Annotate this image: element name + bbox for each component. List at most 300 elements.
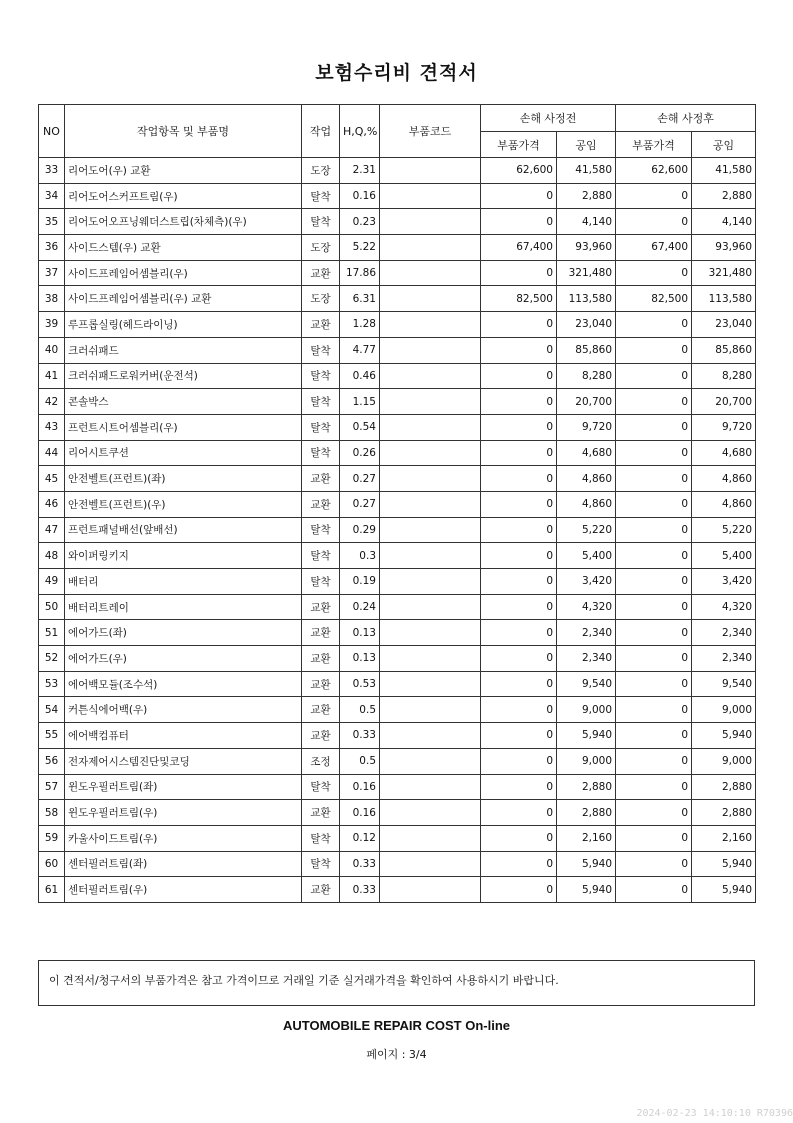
row-after-labor: 5,940 [692,877,756,903]
row-after-labor: 5,940 [692,851,756,877]
table-row [39,774,756,800]
row-part-code [380,594,481,620]
row-part-code [380,543,481,569]
print-timestamp: 2024-02-23 14:10:10 R70396 [636,1108,793,1119]
row-item-name: 에어가드(좌) [65,620,302,646]
row-item-name: 크러쉬패드로워커버(운전석) [65,363,302,389]
row-part-code [380,286,481,312]
row-no: 36 [39,235,65,261]
row-part-code [380,209,481,235]
row-no: 42 [39,389,65,415]
row-after-labor: 9,720 [692,414,756,440]
row-after-part-price: 0 [616,800,692,826]
row-before-labor: 9,720 [557,414,616,440]
table-row [39,620,756,646]
table-row [39,363,756,389]
row-no: 35 [39,209,65,235]
table-row [39,466,756,492]
row-hq-value: 0.46 [340,363,380,389]
row-before-part-price: 0 [481,620,557,646]
row-part-code [380,466,481,492]
row-after-part-price: 0 [616,723,692,749]
row-after-labor: 4,140 [692,209,756,235]
table-header [39,105,756,158]
row-before-labor: 2,340 [557,646,616,672]
row-before-part-price: 0 [481,697,557,723]
row-after-labor: 9,000 [692,697,756,723]
table-row [39,594,756,620]
table-row [39,723,756,749]
row-after-part-price: 0 [616,646,692,672]
table-row [39,800,756,826]
row-before-part-price: 0 [481,440,557,466]
row-part-code [380,517,481,543]
table-row [39,286,756,312]
row-work-type: 교환 [302,312,340,338]
table-row [39,312,756,338]
col-no-header: NO [39,105,65,158]
col-hq-header: H,Q,% [340,105,380,158]
row-no: 44 [39,440,65,466]
row-item-name: 배터리 [65,569,302,595]
row-work-type: 탈착 [302,209,340,235]
row-item-name: 카울사이드트림(우) [65,825,302,851]
row-before-part-price: 0 [481,491,557,517]
row-before-part-price: 0 [481,209,557,235]
row-item-name: 센터필러트림(좌) [65,851,302,877]
row-work-type: 교환 [302,594,340,620]
row-hq-value: 1.15 [340,389,380,415]
table-row [39,877,756,903]
row-hq-value: 0.53 [340,671,380,697]
row-item-name: 프런트패널배선(앞배선) [65,517,302,543]
row-hq-value: 6.31 [340,286,380,312]
row-after-labor: 85,860 [692,337,756,363]
row-after-part-price: 67,400 [616,235,692,261]
row-item-name: 센터필러트림(우) [65,877,302,903]
row-item-name: 에어백모듈(조수석) [65,671,302,697]
row-after-part-price: 0 [616,748,692,774]
row-before-labor: 9,540 [557,671,616,697]
row-after-labor: 321,480 [692,260,756,286]
row-hq-value: 0.23 [340,209,380,235]
row-part-code [380,646,481,672]
row-part-code [380,363,481,389]
row-before-labor: 8,280 [557,363,616,389]
row-after-part-price: 0 [616,851,692,877]
row-after-labor: 41,580 [692,158,756,184]
row-part-code [380,260,481,286]
row-work-type: 탈착 [302,363,340,389]
row-hq-value: 1.28 [340,312,380,338]
row-before-labor: 3,420 [557,569,616,595]
row-before-part-price: 0 [481,671,557,697]
row-no: 45 [39,466,65,492]
row-no: 33 [39,158,65,184]
row-item-name: 윈도우필러트림(우) [65,800,302,826]
row-before-part-price: 0 [481,183,557,209]
row-after-part-price: 0 [616,697,692,723]
table-row [39,440,756,466]
row-hq-value: 0.13 [340,646,380,672]
table-row [39,183,756,209]
row-work-type: 교환 [302,620,340,646]
row-after-labor: 8,280 [692,363,756,389]
row-part-code [380,877,481,903]
row-after-part-price: 0 [616,337,692,363]
row-no: 59 [39,825,65,851]
row-before-labor: 23,040 [557,312,616,338]
row-no: 48 [39,543,65,569]
row-hq-value: 17.86 [340,260,380,286]
row-before-labor: 4,320 [557,594,616,620]
row-after-labor: 3,420 [692,569,756,595]
row-work-type: 탈착 [302,337,340,363]
row-work-type: 도장 [302,158,340,184]
row-part-code [380,697,481,723]
row-after-part-price: 0 [616,620,692,646]
col-after-labor-header: 공임 [692,132,756,158]
row-before-part-price: 0 [481,569,557,595]
row-part-code [380,671,481,697]
col-item-header: 작업항목 및 부품명 [65,105,302,158]
row-hq-value: 0.29 [340,517,380,543]
row-item-name: 전자제어시스템진단및코딩 [65,748,302,774]
col-before-part-price-header: 부품가격 [481,132,557,158]
row-hq-value: 0.33 [340,851,380,877]
row-after-labor: 5,400 [692,543,756,569]
row-item-name: 리어도어(우) 교환 [65,158,302,184]
row-work-type: 탈착 [302,517,340,543]
row-no: 52 [39,646,65,672]
row-work-type: 탈착 [302,440,340,466]
row-after-labor: 2,880 [692,774,756,800]
row-before-part-price: 0 [481,774,557,800]
row-no: 51 [39,620,65,646]
table-row [39,389,756,415]
row-before-labor: 2,340 [557,620,616,646]
row-hq-value: 0.12 [340,825,380,851]
row-hq-value: 0.16 [340,183,380,209]
table-row [39,569,756,595]
table-row [39,235,756,261]
row-work-type: 교환 [302,877,340,903]
row-after-part-price: 82,500 [616,286,692,312]
row-after-labor: 93,960 [692,235,756,261]
document-title: 보험수리비 견적서 [315,62,478,84]
row-after-part-price: 0 [616,466,692,492]
row-part-code [380,569,481,595]
row-item-name: 루프롭실링(헤드라이닝) [65,312,302,338]
table-row [39,491,756,517]
row-before-labor: 9,000 [557,748,616,774]
row-after-labor: 4,680 [692,440,756,466]
row-work-type: 교환 [302,697,340,723]
row-before-labor: 113,580 [557,286,616,312]
table-body [39,158,756,903]
row-no: 57 [39,774,65,800]
row-before-part-price: 0 [481,543,557,569]
row-after-part-price: 0 [616,209,692,235]
row-item-name: 커튼식에어백(우) [65,697,302,723]
row-part-code [380,312,481,338]
row-work-type: 탈착 [302,183,340,209]
row-work-type: 탈착 [302,543,340,569]
row-before-part-price: 0 [481,389,557,415]
row-before-labor: 5,940 [557,851,616,877]
row-before-labor: 93,960 [557,235,616,261]
row-no: 37 [39,260,65,286]
row-part-code [380,748,481,774]
row-no: 58 [39,800,65,826]
row-work-type: 교환 [302,723,340,749]
row-after-labor: 4,860 [692,466,756,492]
row-after-part-price: 0 [616,877,692,903]
row-before-labor: 85,860 [557,337,616,363]
row-before-part-price: 0 [481,363,557,389]
table-row [39,646,756,672]
row-after-labor: 2,160 [692,825,756,851]
row-item-name: 사이드스템(우) 교환 [65,235,302,261]
table-row [39,543,756,569]
row-after-part-price: 0 [616,594,692,620]
row-no: 40 [39,337,65,363]
row-after-part-price: 0 [616,260,692,286]
row-hq-value: 5.22 [340,235,380,261]
row-part-code [380,620,481,646]
row-before-part-price: 0 [481,260,557,286]
row-after-part-price: 0 [616,312,692,338]
table-row [39,414,756,440]
row-after-part-price: 0 [616,774,692,800]
row-no: 60 [39,851,65,877]
row-work-type: 교환 [302,800,340,826]
row-hq-value: 0.54 [340,414,380,440]
row-hq-value: 0.33 [340,723,380,749]
row-hq-value: 0.24 [340,594,380,620]
col-code-header: 부품코드 [380,105,481,158]
table-row [39,825,756,851]
row-work-type: 탈착 [302,851,340,877]
row-hq-value: 0.16 [340,774,380,800]
row-hq-value: 0.3 [340,543,380,569]
row-work-type: 탈착 [302,825,340,851]
row-item-name: 리어도어스커프트림(우) [65,183,302,209]
row-hq-value: 0.27 [340,491,380,517]
row-hq-value: 0.27 [340,466,380,492]
row-no: 43 [39,414,65,440]
row-work-type: 탈착 [302,774,340,800]
row-after-labor: 4,860 [692,491,756,517]
table-row [39,209,756,235]
col-work-header: 작업 [302,105,340,158]
row-part-code [380,491,481,517]
row-before-part-price: 0 [481,466,557,492]
row-item-name: 와이퍼링키지 [65,543,302,569]
row-after-part-price: 0 [616,491,692,517]
row-before-labor: 5,940 [557,877,616,903]
row-work-type: 도장 [302,235,340,261]
row-before-labor: 2,880 [557,800,616,826]
row-no: 34 [39,183,65,209]
col-after-header: 손해 사정후 [616,105,756,132]
row-part-code [380,825,481,851]
row-item-name: 콘솔박스 [65,389,302,415]
row-after-labor: 23,040 [692,312,756,338]
col-after-part-price-header: 부품가격 [616,132,692,158]
row-no: 38 [39,286,65,312]
row-work-type: 도장 [302,286,340,312]
row-before-labor: 321,480 [557,260,616,286]
row-item-name: 사이드프레임어셈블리(우) 교환 [65,286,302,312]
table-row [39,697,756,723]
page-number: 페이지 : 3/4 [366,1048,427,1061]
row-before-part-price: 0 [481,646,557,672]
row-before-labor: 2,880 [557,774,616,800]
row-after-labor: 20,700 [692,389,756,415]
row-after-part-price: 0 [616,389,692,415]
col-before-header: 손해 사정전 [481,105,616,132]
row-before-part-price: 67,400 [481,235,557,261]
row-before-part-price: 0 [481,337,557,363]
row-hq-value: 0.33 [340,877,380,903]
row-after-labor: 5,220 [692,517,756,543]
row-hq-value: 0.16 [340,800,380,826]
row-after-part-price: 0 [616,183,692,209]
row-hq-value: 0.19 [340,569,380,595]
row-work-type: 탈착 [302,569,340,595]
row-before-labor: 41,580 [557,158,616,184]
row-work-type: 교환 [302,646,340,672]
row-item-name: 에어백컴퓨터 [65,723,302,749]
row-no: 61 [39,877,65,903]
row-part-code [380,414,481,440]
row-item-name: 에어가드(우) [65,646,302,672]
row-before-labor: 4,140 [557,209,616,235]
table-row [39,337,756,363]
table-row [39,260,756,286]
row-work-type: 교환 [302,466,340,492]
row-after-labor: 4,320 [692,594,756,620]
row-part-code [380,389,481,415]
row-after-part-price: 0 [616,671,692,697]
row-after-labor: 9,540 [692,671,756,697]
row-no: 49 [39,569,65,595]
row-before-part-price: 0 [481,825,557,851]
row-before-labor: 5,400 [557,543,616,569]
row-after-part-price: 0 [616,543,692,569]
row-part-code [380,440,481,466]
row-part-code [380,183,481,209]
row-item-name: 리어도어오프닝웨더스트립(차체측)(우) [65,209,302,235]
row-after-labor: 5,940 [692,723,756,749]
estimate-table [38,104,756,903]
col-before-labor-header: 공임 [557,132,616,158]
table-row [39,748,756,774]
row-after-labor: 113,580 [692,286,756,312]
row-no: 55 [39,723,65,749]
row-after-part-price: 0 [616,440,692,466]
row-before-labor: 2,880 [557,183,616,209]
row-work-type: 교환 [302,491,340,517]
row-before-part-price: 0 [481,312,557,338]
row-after-part-price: 62,600 [616,158,692,184]
row-before-labor: 5,940 [557,723,616,749]
row-before-part-price: 0 [481,877,557,903]
row-before-part-price: 0 [481,851,557,877]
row-work-type: 교환 [302,671,340,697]
row-before-labor: 5,220 [557,517,616,543]
row-before-part-price: 62,600 [481,158,557,184]
footer-brand: AUTOMOBILE REPAIR COST On-line [282,1018,511,1033]
row-part-code [380,723,481,749]
row-after-part-price: 0 [616,825,692,851]
table-row [39,851,756,877]
row-hq-value: 0.26 [340,440,380,466]
row-before-part-price: 82,500 [481,286,557,312]
row-before-part-price: 0 [481,800,557,826]
row-item-name: 프런트시트어셈블리(우) [65,414,302,440]
row-part-code [380,235,481,261]
row-after-labor: 9,000 [692,748,756,774]
row-no: 39 [39,312,65,338]
row-before-part-price: 0 [481,594,557,620]
row-before-part-price: 0 [481,517,557,543]
row-after-part-price: 0 [616,414,692,440]
row-before-labor: 4,860 [557,491,616,517]
row-item-name: 사이드프레임어셈블리(우) [65,260,302,286]
row-before-labor: 9,000 [557,697,616,723]
row-before-part-price: 0 [481,748,557,774]
row-item-name: 배터리트레이 [65,594,302,620]
row-after-labor: 2,340 [692,646,756,672]
row-work-type: 교환 [302,260,340,286]
row-before-labor: 2,160 [557,825,616,851]
table-row [39,517,756,543]
row-no: 46 [39,491,65,517]
row-after-part-price: 0 [616,363,692,389]
row-after-labor: 2,880 [692,800,756,826]
row-after-part-price: 0 [616,569,692,595]
table-row [39,671,756,697]
row-no: 56 [39,748,65,774]
price-notice: 이 견적서/청구서의 부품가격은 참고 가격이므로 거래일 기준 실거래가격을 확인하여 사용하시기 바랍니다. [38,960,755,1006]
row-after-labor: 2,880 [692,183,756,209]
row-before-part-price: 0 [481,414,557,440]
row-after-part-price: 0 [616,517,692,543]
row-before-labor: 20,700 [557,389,616,415]
row-item-name: 안전벨트(프런트)(우) [65,491,302,517]
row-part-code [380,800,481,826]
row-no: 54 [39,697,65,723]
row-no: 41 [39,363,65,389]
row-part-code [380,158,481,184]
row-no: 50 [39,594,65,620]
row-hq-value: 0.5 [340,748,380,774]
row-hq-value: 0.5 [340,697,380,723]
row-item-name: 안전벨트(프런트)(좌) [65,466,302,492]
row-item-name: 리어시트쿠션 [65,440,302,466]
row-hq-value: 2.31 [340,158,380,184]
row-before-labor: 4,680 [557,440,616,466]
row-no: 47 [39,517,65,543]
row-item-name: 윈도우필러트림(좌) [65,774,302,800]
row-part-code [380,337,481,363]
row-part-code [380,851,481,877]
row-after-labor: 2,340 [692,620,756,646]
row-item-name: 크러쉬패드 [65,337,302,363]
table-row [39,158,756,184]
